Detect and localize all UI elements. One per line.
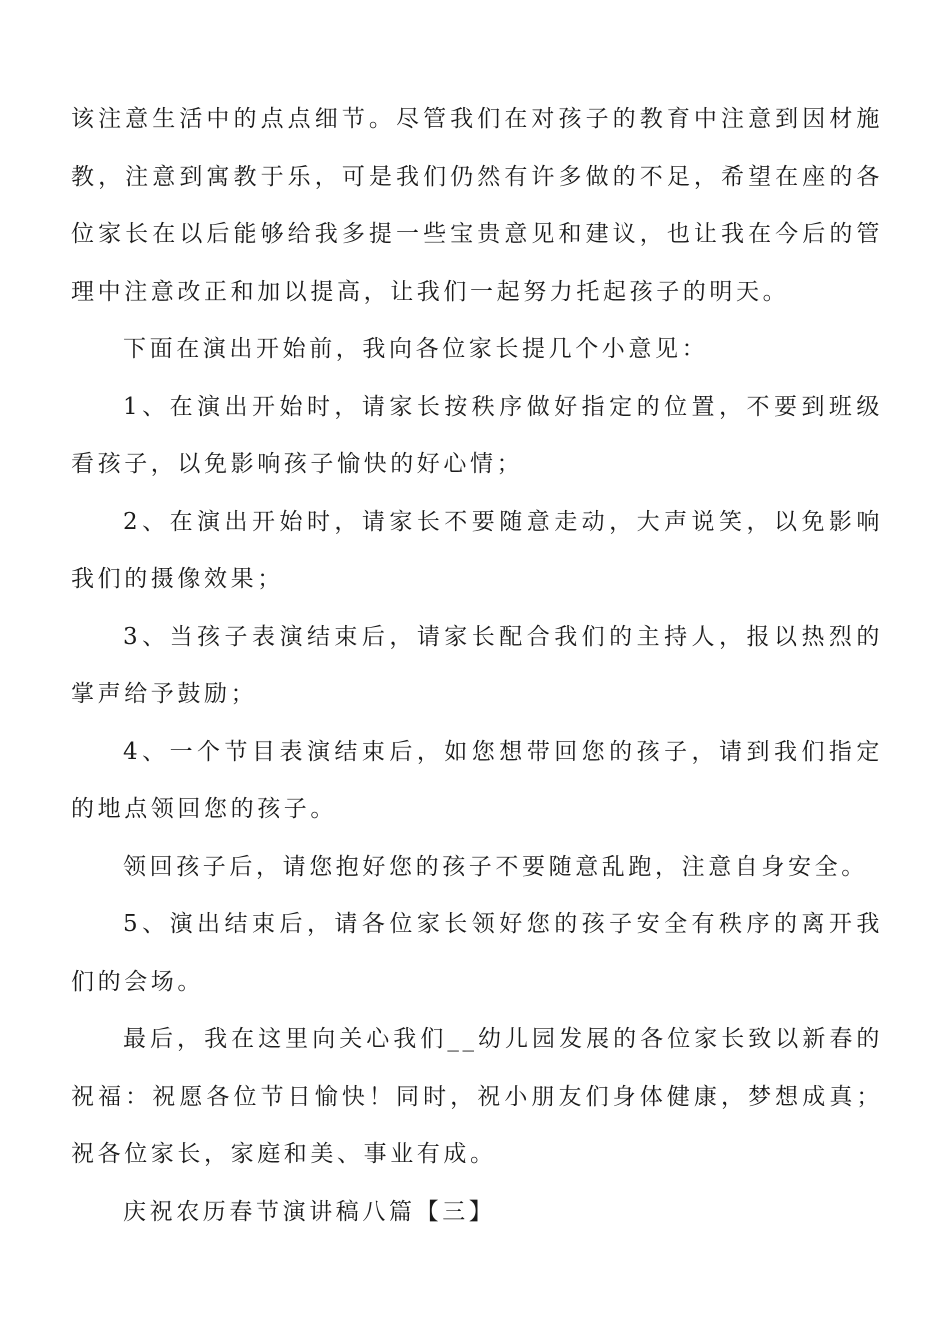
paragraph-note-3: 3、当孩子表演结束后，请家长配合我们的主持人，报以热烈的掌声给予鼓励；: [71, 623, 883, 707]
paragraph-note-2: 2、在演出开始时，请家长不要随意走动，大声说笑，以免影响我们的摄像效果；: [71, 508, 883, 592]
paragraph-note-4: 4、一个节目表演结束后，如您想带回您的孩子，请到我们指定的地点领回您的孩子。: [71, 738, 883, 822]
paragraph-note-5: 5、演出结束后，请各位家长领好您的孩子安全有秩序的离开我们的会场。: [71, 911, 883, 995]
paragraph-continuation: 该注意生活中的点点细节。尽管我们在对孩子的教育中注意到因材施教，注意到寓教于乐，可是我们仍然有许多做的不足，希望在座的各位家长在以后能够给我多提一些宝贵意见和建议，也让我在今后的管理中注意改正和加以提高，让我们一起努力托起孩子的明天。: [71, 106, 883, 305]
document-page: [71, 91, 883, 1241]
paragraph-closing-wishes: 最后，我在这里向关心我们__幼儿园发展的各位家长致以新春的祝福：祝愿各位节日愉快！同时，祝小朋友们身体健康，梦想成真；祝各位家长，家庭和美、事业有成。: [71, 1026, 883, 1167]
paragraph-note-1: 1、在演出开始时，请家长按秩序做好指定的位置，不要到班级看孩子，以免影响孩子愉快的好心情；: [71, 393, 883, 477]
paragraph-intro-notes: 下面在演出开始前，我向各位家长提几个小意见：: [123, 336, 709, 362]
section-heading: 庆祝农历春节演讲稿八篇【三】: [123, 1198, 496, 1225]
paragraph-note-4-followup: 领回孩子后，请您抱好您的孩子不要随意乱跑，注意自身安全。: [123, 853, 868, 880]
